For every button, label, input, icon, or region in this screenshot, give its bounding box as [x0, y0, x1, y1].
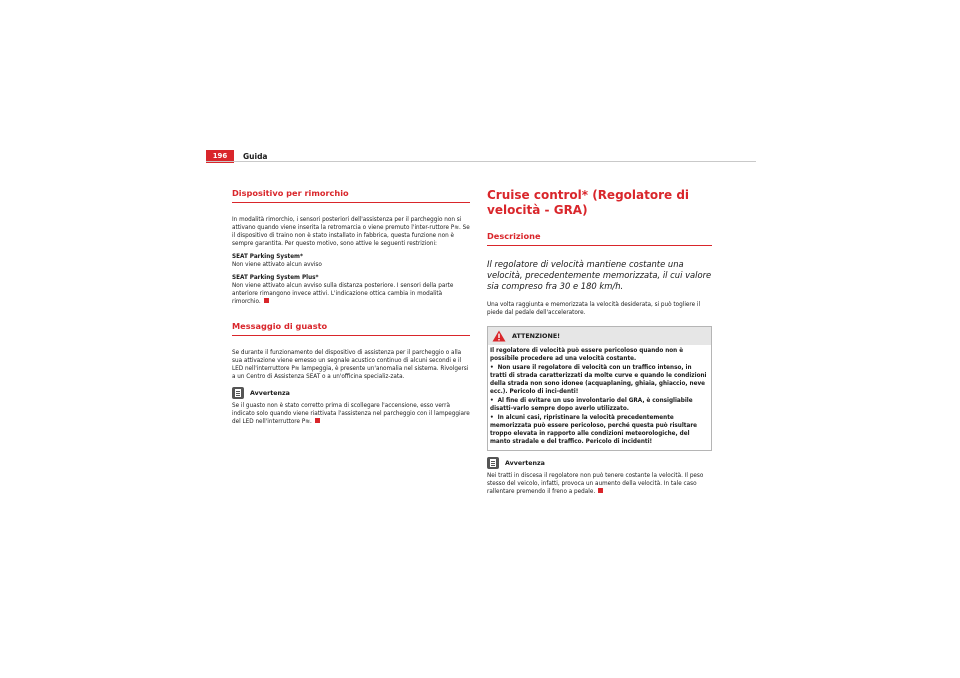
- chapter-title: Guida: [243, 152, 268, 161]
- body-paragraph: Una volta raggiunta e memorizzata la velocità desiderata, si può togliere il piede dal pedale dell'acceleratore.: [487, 302, 701, 316]
- end-of-section-icon: [264, 298, 269, 303]
- parking-system-plus-text: Non viene attivato alcun avviso sulla distanza posteriore. I sensori della parte anteriore rimangono invece attivi. L'indicazione ottica cambia in modalità rimorchio.: [232, 283, 454, 305]
- parking-system-plus-title: SEAT Parking System Plus*: [232, 275, 319, 281]
- warning-lead: Il regolatore di velocità può essere pericoloso quando non è possibile procedere ad una velocità costante.: [490, 348, 684, 362]
- section-title-fault: Messaggio di guasto: [232, 321, 470, 336]
- warning-box: [487, 326, 712, 451]
- trailer-paragraph: In modalità rimorchio, i sensori posteriori dell'assistenza per il parcheggio non si attivano quando viene inserita la retromarcia o viene premuto l'inter-ruttore P≋. Se il dispositivo di traino non è stato installato in fabbrica, questa funzione non è sempre garantita. Per questo motivo, sono attive le seguenti restrizioni:: [232, 217, 470, 247]
- note-icon: [487, 457, 499, 469]
- left-column: [232, 188, 470, 431]
- note-header: [232, 387, 470, 399]
- note-paragraph: [487, 472, 712, 496]
- header-rule: [206, 161, 756, 162]
- warning-title: ATTENZIONE!: [512, 332, 561, 340]
- warning-bullet: • In alcuni casi, ripristinare la velocità precedentemente memorizzata può essere pericoloso, perché questa può risultare troppo elevata in rapporto alle condizioni meteorologiche, del manto stradale e del traffico. Pericolo di incidenti!: [490, 414, 709, 446]
- warning-triangle-icon: [492, 330, 506, 342]
- note-paragraph: [232, 402, 470, 426]
- warning-bullet: • Non usare il regolatore di velocità con un traffico intenso, in tratti di strada caratterizzati da molte curve e quando le condizioni della strada non sono idonee (acquaplaning, ghiaia, ghiaccio, neve ecc.). Pericolo di inci-denti!: [490, 364, 709, 396]
- warning-body: [488, 345, 711, 450]
- section-title-trailer: Dispositivo per rimorchio: [232, 188, 470, 203]
- end-of-section-icon: [598, 488, 603, 493]
- right-column: [487, 188, 712, 501]
- warning-header: [488, 327, 711, 345]
- note-title: Avvertenza: [505, 459, 545, 467]
- main-section-title: Cruise control* (Regolatore di velocità - GRA): [487, 188, 690, 217]
- parking-system-text: Non viene attivato alcun avviso: [232, 262, 322, 268]
- warning-bullet: • Al fine di evitare un uso involontario del GRA, è consigliabile disatti-varlo sempre dopo averlo utilizzato.: [490, 397, 709, 413]
- note-header: [487, 457, 712, 469]
- note-title: Avvertenza: [250, 389, 290, 397]
- note-icon: [232, 387, 244, 399]
- subsection-title: Descrizione: [487, 231, 712, 246]
- intro-text: Il regolatore di velocità mantiene costante una velocità, precedentemente memorizzata, il cui valore sia compreso fra 30 e 180 km/h.: [487, 259, 712, 291]
- parking-system-title: SEAT Parking System*: [232, 254, 303, 260]
- end-of-section-icon: [315, 418, 320, 423]
- page-number: 196: [206, 150, 234, 163]
- parking-system-plus-paragraph: [232, 282, 470, 306]
- note-text: Nei tratti in discesa il regolatore non può tenere costante la velocità. Il peso stesso del veicolo, infatti, provoca un aumento della velocità. In tale caso rallentare premendo il freno a pedale.: [487, 473, 704, 495]
- note-text: Se il guasto non è stato corretto prima di scollegare l'accensione, esso verrà indicato solo quando viene riattivata l'assistenza nel parcheggio con il lampeggiare del LED nell'interruttore P≋.: [232, 403, 470, 425]
- fault-paragraph: Se durante il funzionamento del dispositivo di assistenza per il parcheggio o alla sua attivazione viene emesso un segnale acustico continuo di alcuni secondi e il LED nell'interruttore P≋ lampeggia, è presente un'anomalia nel sistema. Rivolgersi a un Centro di Assistenza SEAT o a un'officina specializ-zata.: [232, 350, 469, 380]
